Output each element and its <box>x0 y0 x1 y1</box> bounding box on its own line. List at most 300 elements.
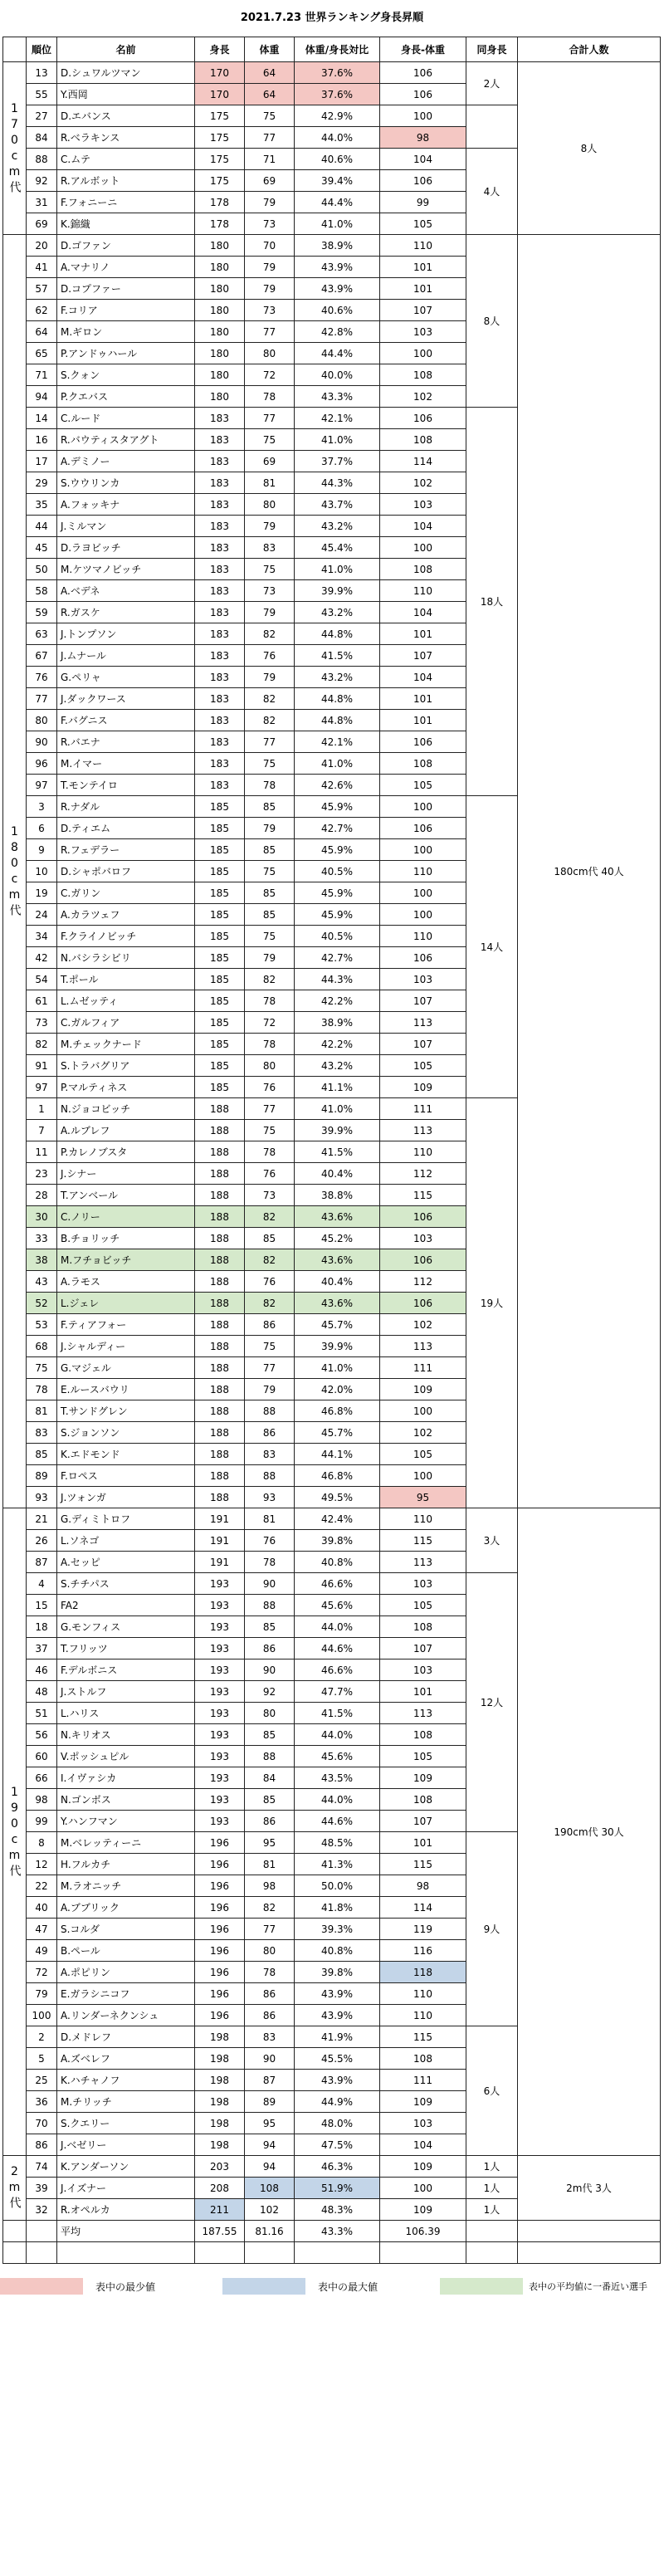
ratio-cell: 44.0% <box>295 1724 380 1746</box>
height-cell: 196 <box>195 2005 245 2026</box>
ratio-cell: 41.3% <box>295 1854 380 1875</box>
ratio-cell: 45.7% <box>295 1422 380 1444</box>
diff-cell: 105 <box>380 1595 466 1616</box>
weight-cell: 90 <box>245 1573 295 1595</box>
ratio-cell: 45.6% <box>295 1746 380 1767</box>
height-cell: 183 <box>195 623 245 645</box>
weight-cell: 82 <box>245 1206 295 1228</box>
rank-cell: 83 <box>27 1422 57 1444</box>
weight-cell: 77 <box>245 1919 295 1940</box>
height-cell: 185 <box>195 904 245 926</box>
diff-cell: 110 <box>380 235 466 257</box>
height-cell: 180 <box>195 386 245 408</box>
rank-cell: 13 <box>27 62 57 84</box>
player-name: L.ムゼッティ <box>57 990 195 1012</box>
ratio-cell: 45.9% <box>295 796 380 818</box>
player-name: T.ポール <box>57 969 195 990</box>
diff-cell: 119 <box>380 1919 466 1940</box>
height-ranking-table <box>2 37 661 2264</box>
ratio-cell: 42.1% <box>295 731 380 753</box>
height-cell: 188 <box>195 1185 245 1206</box>
weight-cell: 92 <box>245 1681 295 1703</box>
height-cell: 183 <box>195 645 245 667</box>
weight-cell: 78 <box>245 1034 295 1055</box>
ratio-cell: 43.7% <box>295 494 380 516</box>
weight-cell: 80 <box>245 1055 295 1077</box>
diff-cell: 106 <box>380 818 466 839</box>
height-cell: 193 <box>195 1789 245 1811</box>
player-name: J.ベゼリー <box>57 2134 195 2156</box>
player-name: A.カラツェフ <box>57 904 195 926</box>
height-cell: 180 <box>195 257 245 278</box>
ratio-cell: 37.7% <box>295 451 380 472</box>
diff-cell: 109 <box>380 2091 466 2113</box>
diff-cell: 105 <box>380 1444 466 1465</box>
height-cell: 175 <box>195 105 245 127</box>
player-name: H.フルカチ <box>57 1854 195 1875</box>
ratio-cell: 47.7% <box>295 1681 380 1703</box>
rank-cell: 48 <box>27 1681 57 1703</box>
weight-cell: 81 <box>245 1854 295 1875</box>
height-cell: 180 <box>195 300 245 321</box>
player-name: M.チェックナード <box>57 1034 195 1055</box>
header-total: 合計人数 <box>518 37 661 62</box>
player-name: M.ラオニッチ <box>57 1875 195 1897</box>
height-cell: 185 <box>195 990 245 1012</box>
ratio-cell: 41.9% <box>295 2026 380 2048</box>
rank-cell: 62 <box>27 300 57 321</box>
weight-cell: 82 <box>245 1293 295 1314</box>
diff-cell: 108 <box>380 753 466 775</box>
diff-cell: 101 <box>380 1681 466 1703</box>
rank-cell: 37 <box>27 1638 57 1659</box>
ratio-cell: 42.9% <box>295 105 380 127</box>
legend-swatch-max <box>222 2278 305 2295</box>
height-cell: 198 <box>195 2134 245 2156</box>
rank-cell: 85 <box>27 1444 57 1465</box>
weight-cell: 85 <box>245 796 295 818</box>
same-height-count: 9人 <box>466 1832 518 2026</box>
diff-cell: 102 <box>380 1314 466 1336</box>
ratio-cell: 39.8% <box>295 1530 380 1552</box>
player-name: M.ギロン <box>57 321 195 343</box>
weight-cell: 85 <box>245 1228 295 1249</box>
ratio-cell: 43.2% <box>295 602 380 623</box>
height-cell: 183 <box>195 710 245 731</box>
rank-cell: 15 <box>27 1595 57 1616</box>
ratio-cell: 44.0% <box>295 127 380 149</box>
rank-cell: 63 <box>27 623 57 645</box>
player-name: J.ツォンガ <box>57 1487 195 1508</box>
weight-cell: 82 <box>245 1897 295 1919</box>
average-row <box>3 2221 661 2242</box>
height-cell: 191 <box>195 1530 245 1552</box>
height-cell: 196 <box>195 1919 245 1940</box>
rank-cell: 56 <box>27 1724 57 1746</box>
weight-cell: 85 <box>245 1724 295 1746</box>
height-cell: 185 <box>195 1055 245 1077</box>
height-cell: 183 <box>195 408 245 429</box>
diff-cell: 109 <box>380 2199 466 2221</box>
ratio-cell: 44.3% <box>295 969 380 990</box>
height-cell: 208 <box>195 2178 245 2199</box>
group-label: 190cm代 <box>3 1508 27 2156</box>
ratio-cell: 44.8% <box>295 623 380 645</box>
player-name: D.ティエム <box>57 818 195 839</box>
diff-cell: 107 <box>380 1811 466 1832</box>
player-name: D.コプファー <box>57 278 195 300</box>
height-cell: 178 <box>195 213 245 235</box>
height-cell: 188 <box>195 1422 245 1444</box>
rank-cell: 54 <box>27 969 57 990</box>
diff-cell: 103 <box>380 321 466 343</box>
height-cell: 180 <box>195 321 245 343</box>
ratio-cell: 48.0% <box>295 2113 380 2134</box>
weight-cell: 78 <box>245 1962 295 1983</box>
height-cell: 188 <box>195 1249 245 1271</box>
rank-cell: 94 <box>27 386 57 408</box>
weight-cell: 77 <box>245 1357 295 1379</box>
weight-cell: 75 <box>245 559 295 580</box>
diff-cell: 103 <box>380 969 466 990</box>
diff-cell: 104 <box>380 516 466 537</box>
rank-cell: 22 <box>27 1875 57 1897</box>
height-cell: 196 <box>195 1897 245 1919</box>
rank-cell: 98 <box>27 1789 57 1811</box>
diff-cell: 118 <box>380 1962 466 1983</box>
table-row <box>3 1508 661 1530</box>
rank-cell: 92 <box>27 170 57 192</box>
player-name: F.デルボニス <box>57 1659 195 1681</box>
rank-cell: 52 <box>27 1293 57 1314</box>
ratio-cell: 44.4% <box>295 192 380 213</box>
diff-cell: 100 <box>380 904 466 926</box>
diff-cell: 106 <box>380 1249 466 1271</box>
height-cell: 180 <box>195 343 245 364</box>
diff-cell: 113 <box>380 1552 466 1573</box>
diff-cell: 108 <box>380 2048 466 2070</box>
ratio-cell: 43.5% <box>295 1767 380 1789</box>
ratio-cell: 51.9% <box>295 2178 380 2199</box>
player-name: C.ムテ <box>57 149 195 170</box>
player-name: A.ラモス <box>57 1271 195 1293</box>
diff-cell: 110 <box>380 2005 466 2026</box>
player-name: N.キリオス <box>57 1724 195 1746</box>
player-name: R.ガスケ <box>57 602 195 623</box>
legend-label-min: 表中の最少値 <box>95 2281 156 2293</box>
rank-cell: 7 <box>27 1120 57 1141</box>
rank-cell: 50 <box>27 559 57 580</box>
rank-cell: 60 <box>27 1746 57 1767</box>
diff-cell: 109 <box>380 1077 466 1098</box>
diff-cell: 110 <box>380 580 466 602</box>
height-cell: 193 <box>195 1767 245 1789</box>
average-diff: 106.39 <box>380 2221 466 2242</box>
height-cell: 183 <box>195 559 245 580</box>
rank-cell: 41 <box>27 257 57 278</box>
player-name: S.コルダ <box>57 1919 195 1940</box>
same-height-count: 4人 <box>466 149 518 235</box>
diff-cell: 104 <box>380 2134 466 2156</box>
weight-cell: 94 <box>245 2156 295 2178</box>
ratio-cell: 38.8% <box>295 1185 380 1206</box>
diff-cell: 103 <box>380 2113 466 2134</box>
diff-cell: 106 <box>380 62 466 84</box>
weight-cell: 75 <box>245 1120 295 1141</box>
rank-cell: 82 <box>27 1034 57 1055</box>
diff-cell: 113 <box>380 1703 466 1724</box>
player-name: M.ケツマノビッチ <box>57 559 195 580</box>
ratio-cell: 46.8% <box>295 1400 380 1422</box>
weight-cell: 87 <box>245 2070 295 2091</box>
player-name: C.ガリン <box>57 882 195 904</box>
rank-cell: 25 <box>27 2070 57 2091</box>
height-cell: 170 <box>195 84 245 105</box>
height-cell: 175 <box>195 127 245 149</box>
player-name: R.フェデラー <box>57 839 195 861</box>
rank-cell: 66 <box>27 1767 57 1789</box>
ratio-cell: 40.4% <box>295 1271 380 1293</box>
rank-cell: 76 <box>27 667 57 688</box>
ratio-cell: 40.5% <box>295 861 380 882</box>
diff-cell: 115 <box>380 2026 466 2048</box>
weight-cell: 82 <box>245 969 295 990</box>
ratio-cell: 44.0% <box>295 1789 380 1811</box>
weight-cell: 90 <box>245 1659 295 1681</box>
weight-cell: 86 <box>245 1638 295 1659</box>
player-name: T.フリッツ <box>57 1638 195 1659</box>
player-name: M.チリッチ <box>57 2091 195 2113</box>
diff-cell: 100 <box>380 343 466 364</box>
height-cell: 178 <box>195 192 245 213</box>
ratio-cell: 43.9% <box>295 2005 380 2026</box>
diff-cell: 98 <box>380 1875 466 1897</box>
ratio-cell: 41.5% <box>295 645 380 667</box>
player-name: F.ティアフォー <box>57 1314 195 1336</box>
rank-cell: 86 <box>27 2134 57 2156</box>
rank-cell: 68 <box>27 1336 57 1357</box>
player-name: D.シュワルツマン <box>57 62 195 84</box>
header-weight: 体重 <box>245 37 295 62</box>
player-name: S.クエリー <box>57 2113 195 2134</box>
rank-cell: 51 <box>27 1703 57 1724</box>
diff-cell: 110 <box>380 1983 466 2005</box>
diff-cell: 112 <box>380 1163 466 1185</box>
rank-cell: 21 <box>27 1508 57 1530</box>
legend-item-avg <box>440 2278 664 2295</box>
rank-cell: 30 <box>27 1206 57 1228</box>
same-height-count: 14人 <box>466 796 518 1098</box>
ratio-cell: 45.9% <box>295 904 380 926</box>
rank-cell: 78 <box>27 1379 57 1400</box>
player-name: E.ガラシニコフ <box>57 1983 195 2005</box>
rank-cell: 36 <box>27 2091 57 2113</box>
player-name: G.モンフィス <box>57 1616 195 1638</box>
height-cell: 183 <box>195 731 245 753</box>
height-cell: 198 <box>195 2091 245 2113</box>
diff-cell: 105 <box>380 213 466 235</box>
ratio-cell: 42.7% <box>295 947 380 969</box>
weight-cell: 83 <box>245 1444 295 1465</box>
ratio-cell: 41.0% <box>295 213 380 235</box>
header-corner <box>3 37 27 62</box>
group-label: 2m代 <box>3 2156 27 2221</box>
weight-cell: 77 <box>245 731 295 753</box>
rank-cell: 61 <box>27 990 57 1012</box>
ratio-cell: 44.6% <box>295 1638 380 1659</box>
ratio-cell: 42.8% <box>295 321 380 343</box>
weight-cell: 71 <box>245 149 295 170</box>
height-cell: 188 <box>195 1206 245 1228</box>
rank-cell: 6 <box>27 818 57 839</box>
diff-cell: 111 <box>380 1357 466 1379</box>
diff-cell: 113 <box>380 1120 466 1141</box>
ratio-cell: 46.6% <box>295 1573 380 1595</box>
diff-cell: 101 <box>380 623 466 645</box>
ratio-cell: 41.0% <box>295 753 380 775</box>
ratio-cell: 43.9% <box>295 278 380 300</box>
ratio-cell: 43.6% <box>295 1206 380 1228</box>
player-name: A.ズベレフ <box>57 2048 195 2070</box>
table-row <box>3 62 661 84</box>
rank-cell: 49 <box>27 1940 57 1962</box>
player-name: R.バエナ <box>57 731 195 753</box>
rank-cell: 17 <box>27 451 57 472</box>
weight-cell: 89 <box>245 2091 295 2113</box>
diff-cell: 110 <box>380 926 466 947</box>
ratio-cell: 40.6% <box>295 300 380 321</box>
diff-cell: 103 <box>380 1573 466 1595</box>
weight-cell: 75 <box>245 753 295 775</box>
rank-cell: 39 <box>27 2178 57 2199</box>
empty-row <box>3 2242 661 2264</box>
diff-cell: 100 <box>380 839 466 861</box>
rank-cell: 77 <box>27 688 57 710</box>
ratio-cell: 45.9% <box>295 839 380 861</box>
player-name: A.フォッキナ <box>57 494 195 516</box>
player-name: F.クライノビッチ <box>57 926 195 947</box>
weight-cell: 82 <box>245 688 295 710</box>
player-name: K.錦織 <box>57 213 195 235</box>
diff-cell: 116 <box>380 1940 466 1962</box>
height-cell: 185 <box>195 861 245 882</box>
height-cell: 193 <box>195 1681 245 1703</box>
diff-cell: 100 <box>380 105 466 127</box>
height-cell: 183 <box>195 516 245 537</box>
height-cell: 188 <box>195 1465 245 1487</box>
weight-cell: 79 <box>245 947 295 969</box>
rank-cell: 47 <box>27 1919 57 1940</box>
rank-cell: 88 <box>27 149 57 170</box>
player-name: A.ベデネ <box>57 580 195 602</box>
player-name: L.ジェレ <box>57 1293 195 1314</box>
player-name: S.トラバグリア <box>57 1055 195 1077</box>
table-row <box>3 2156 661 2178</box>
weight-cell: 72 <box>245 1012 295 1034</box>
diff-cell: 115 <box>380 1185 466 1206</box>
weight-cell: 73 <box>245 213 295 235</box>
height-cell: 193 <box>195 1746 245 1767</box>
player-name: S.チチパス <box>57 1573 195 1595</box>
height-cell: 198 <box>195 2070 245 2091</box>
ratio-cell: 39.9% <box>295 580 380 602</box>
rank-cell: 79 <box>27 1983 57 2005</box>
rank-cell: 58 <box>27 580 57 602</box>
player-name: A.ポピリン <box>57 1962 195 1983</box>
height-cell: 196 <box>195 1854 245 1875</box>
rank-cell: 100 <box>27 2005 57 2026</box>
rank-cell: 32 <box>27 2199 57 2221</box>
diff-cell: 111 <box>380 1098 466 1120</box>
diff-cell: 104 <box>380 602 466 623</box>
weight-cell: 76 <box>245 1530 295 1552</box>
ratio-cell: 48.5% <box>295 1832 380 1854</box>
diff-cell: 106 <box>380 731 466 753</box>
diff-cell: 101 <box>380 278 466 300</box>
diff-cell: 102 <box>380 386 466 408</box>
rank-cell: 31 <box>27 192 57 213</box>
rank-cell: 2 <box>27 2026 57 2048</box>
height-cell: 193 <box>195 1659 245 1681</box>
player-name: A.リンダーネクンシュ <box>57 2005 195 2026</box>
ratio-cell: 42.0% <box>295 1379 380 1400</box>
weight-cell: 72 <box>245 364 295 386</box>
player-name: F.バグニス <box>57 710 195 731</box>
rank-cell: 1 <box>27 1098 57 1120</box>
rank-cell: 97 <box>27 1077 57 1098</box>
diff-cell: 108 <box>380 429 466 451</box>
ratio-cell: 43.2% <box>295 516 380 537</box>
height-cell: 175 <box>195 170 245 192</box>
diff-cell: 98 <box>380 127 466 149</box>
weight-cell: 75 <box>245 926 295 947</box>
rank-cell: 42 <box>27 947 57 969</box>
rank-cell: 80 <box>27 710 57 731</box>
height-cell: 188 <box>195 1228 245 1249</box>
same-height-count: 1人 <box>466 2178 518 2199</box>
player-name: J.トンプソン <box>57 623 195 645</box>
player-name: J.ムナール <box>57 645 195 667</box>
player-name: P.アンドゥハール <box>57 343 195 364</box>
diff-cell: 100 <box>380 1400 466 1422</box>
weight-cell: 79 <box>245 818 295 839</box>
ratio-cell: 45.4% <box>295 537 380 559</box>
player-name: M.イマー <box>57 753 195 775</box>
height-cell: 185 <box>195 839 245 861</box>
player-name: A.セッピ <box>57 1552 195 1573</box>
average-ratio: 43.3% <box>295 2221 380 2242</box>
diff-cell: 107 <box>380 300 466 321</box>
rank-cell: 73 <box>27 1012 57 1034</box>
rank-cell: 74 <box>27 2156 57 2178</box>
rank-cell: 87 <box>27 1552 57 1573</box>
diff-cell: 95 <box>380 1487 466 1508</box>
height-cell: 211 <box>195 2199 245 2221</box>
weight-cell: 86 <box>245 1314 295 1336</box>
weight-cell: 79 <box>245 192 295 213</box>
height-cell: 185 <box>195 926 245 947</box>
ratio-cell: 40.5% <box>295 926 380 947</box>
ratio-cell: 44.0% <box>295 1616 380 1638</box>
rank-cell: 71 <box>27 364 57 386</box>
header-rank: 順位 <box>27 37 57 62</box>
weight-cell: 78 <box>245 1552 295 1573</box>
rank-cell: 90 <box>27 731 57 753</box>
ratio-cell: 49.5% <box>295 1487 380 1508</box>
player-name: D.シャポバロフ <box>57 861 195 882</box>
player-name: C.ルード <box>57 408 195 429</box>
rank-cell: 69 <box>27 213 57 235</box>
